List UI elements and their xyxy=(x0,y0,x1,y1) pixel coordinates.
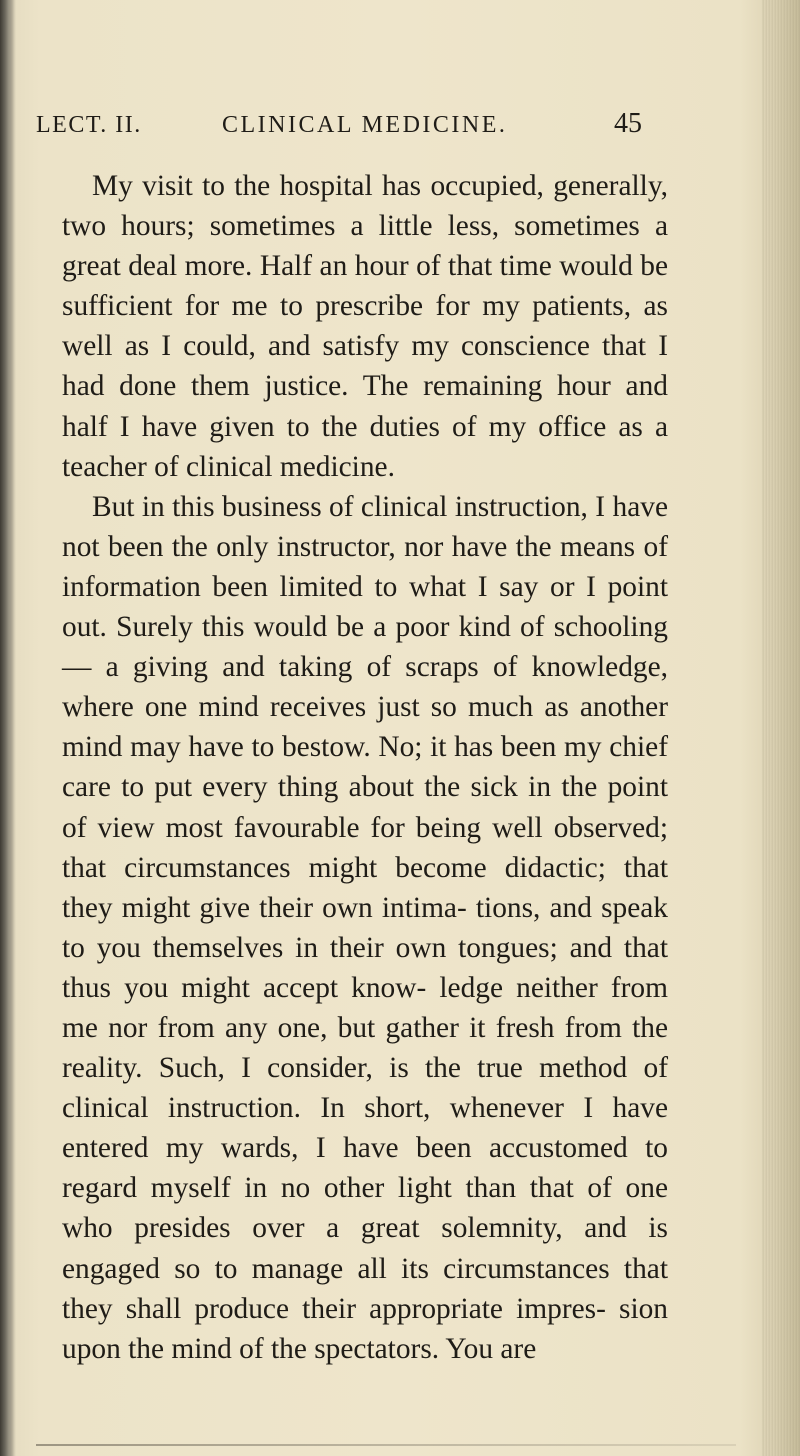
book-spine-shadow xyxy=(0,0,16,1456)
lecture-label: LECT. II. xyxy=(36,112,142,138)
paragraph: But in this business of clinical instruction, I have not been the only instructor, nor have the means of information been limited to what I say or I point out. Surely this would be a poor kind of schooling — a giving and taking of scraps of knowledge, where one mind receives just so much as another mind may have to bestow. No; it has been my chief care to put every thing about the sick in the point of view most favourable for being well observed; that circumstances might become didactic; that they might give their own intima- tions, and speak to you themselves in their own tongues; and that thus you might accept know- ledge neither from me nor from any one, but gather it fresh from the reality. Such, I consider, is the true method of clinical instruction. In short, whenever I have entered my wards, I have been accustomed to regard myself in no other light than that of one who presides over a great solemnity, and is engaged so to manage all its circumstances that they shall produce their appropriate impres- sion upon the mind of the spectators. You are xyxy=(62,490,668,1365)
bottom-rule xyxy=(36,1444,736,1446)
running-head xyxy=(36,108,668,152)
paragraph: My visit to the hospital has occupied, generally, two hours; sometimes a little less, sometimes a great deal more. Half an hour of that time would be sufficient for me to prescribe for my patients, as well as I could, and satisfy my conscience that I had done them justice. The remaining hour and half I have given to the duties of my office as a teacher of clinical medicine. xyxy=(62,170,668,483)
page-edge xyxy=(762,0,800,1456)
book-title: CLINICAL MEDICINE. xyxy=(222,112,508,138)
page-number: 45 xyxy=(614,108,642,139)
body-text xyxy=(62,166,668,1369)
